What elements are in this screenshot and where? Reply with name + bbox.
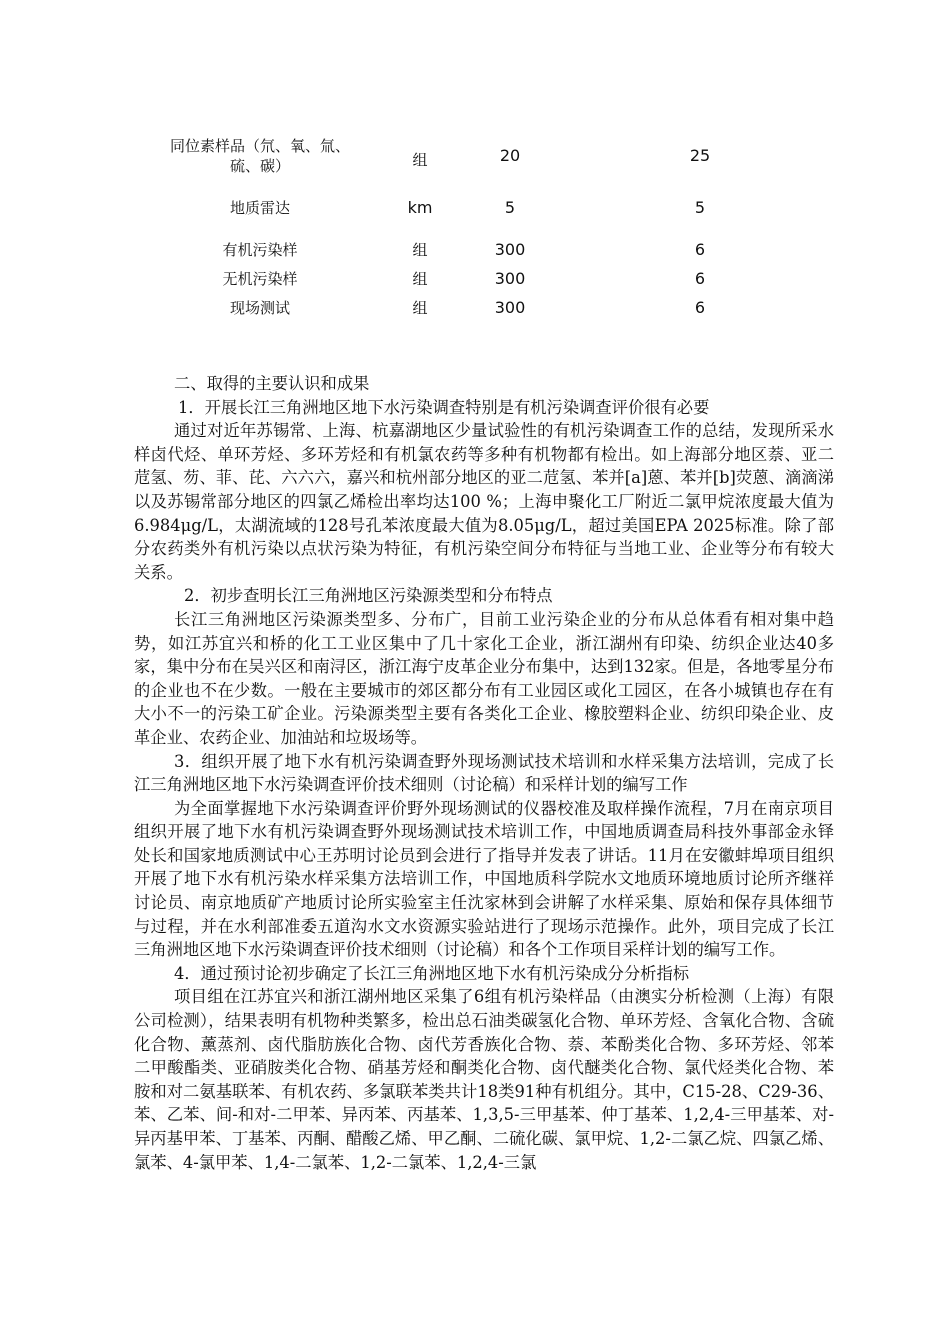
table-cell-value-1: 300 (494, 269, 526, 288)
table-cell-name: 同位素样品（氘、氧、氚、硫、碳） (169, 137, 350, 175)
table-row (0, 265, 950, 293)
section-heading: 二、取得的主要认识和成果 (174, 374, 370, 393)
table-cell-value-2: 6 (694, 240, 706, 259)
table-cell-value-2: 25 (689, 146, 711, 165)
table-row (0, 194, 950, 222)
item-title: 4．通过预讨论初步确定了长江三角洲地区地下水有机污染成分分析指标 (174, 963, 690, 983)
item-title: 3．组织开展了地下水有机污染调查野外现场测试技术培训和水样采集方法培训，完成了长江三角洲地区地下水污染调查评价技术细则（讨论稿）和采样计划的编写工作 (134, 751, 834, 795)
table-cell-name: 有机污染样 (222, 241, 298, 259)
paragraph: 项目组在江苏宜兴和浙江湖州地区采集了6组有机污染样品（由澳实分析检测（上海）有限公司检测），结果表明有机物种类繁多，检出总石油类碳氢化合物、单环芳烃、含氧化合物、含硫化合物、薰蒸剂、卤代脂肪族化合物、卤代芳香族化合物、萘、苯酚类化合物、多环芳烃、邻苯二甲酸酯类、亚硝胺类化合物、硝基芳烃和酮类化合物、卤代醚类化合物、氯代烃类化合物、苯胺和对二氨基联苯、有机农药、多氯联苯类共计18类91种有机组分。其中，C15-28、C29-36、苯、乙苯、间-和对-二甲苯、异丙苯、丙基苯、1,3,5-三甲基苯、仲丁基苯、1,2,4-三甲基苯、对-异丙基甲苯、丁基苯、丙酮、醋酸乙烯、甲乙酮、二硫化碳、氯甲烷、1,2-二氯乙烷、四氯乙烯、氯苯、4-氯甲苯、1,4-二氯苯、1,2-二氯苯、1,2,4-三氯 (134, 987, 834, 1172)
paragraph: 长江三角洲地区污染源类型多、分布广，目前工业污染企业的分布从总体看有相对集中趋势，如江苏宜兴和桥的化工工业区集中了几十家化工企业，浙江湖州有印染、纺织企业达40多家，集中分布在吴兴区和南浔区，浙江海宁皮革企业分布集中，达到132家。但是，各地零星分布的企业也不在少数。一般在主要城市的郊区都分布有工业园区或化工园区，在各小城镇也存在有大小不一的污染工矿企业。污染源类型主要有各类化工企业、橡胶塑料企业、纺织印染企业、皮革企业、农药企业、加油站和垃圾场等。 (134, 609, 834, 747)
table-cell-unit: 组 (412, 151, 428, 169)
table-cell-unit: 组 (412, 270, 428, 288)
table-cell-value-1: 300 (494, 240, 526, 259)
table-cell-value-2: 6 (694, 269, 706, 288)
table-cell-name: 无机污染样 (222, 270, 298, 288)
table-row (0, 236, 950, 264)
paragraph: 为全面掌握地下水污染调查评价野外现场测试的仪器校准及取样操作流程，7月在南京项目组织开展了地下水有机污染调查野外现场测试技术培训工作，中国地质调查局科技外事部金永铎处长和国家地质测试中心王苏明讨论员到会进行了指导并发表了讲话。11月在安徽蚌埠项目组织开展了地下水有机污染水样采集方法培训工作，中国地质科学院水文地质环境地质讨论所齐继祥讨论员、南京地质矿产地质讨论所实验室主任沈家林到会讲解了水样采集、原始和保存具体细节与过程，并在水利部准委五道沟水文水资源实验站进行了现场示范操作。此外，项目完成了长江三角洲地区地下水污染调查评价技术细则（讨论稿）和各个工作项目采样计划的编写工作。 (134, 798, 834, 960)
table-cell-unit: km (407, 198, 433, 217)
item-title: 1．开展长江三角洲地区地下水污染调查特别是有机污染调查评价很有必要 (178, 397, 710, 417)
table-cell-value-1: 5 (504, 198, 516, 217)
table-row (0, 294, 950, 322)
table-row (0, 136, 950, 180)
table-cell-name: 地质雷达 (229, 199, 290, 217)
table-cell-value-2: 6 (694, 298, 706, 317)
paragraph: 通过对近年苏锡常、上海、杭嘉湖地区少量试验性的有机污染调查工作的总结，发现所采水样卤代烃、单环芳烃、多环芳烃和有机氯农药等多种有机物都有检出。如上海部分地区萘、亚二苊氢、芴、菲、芘、六六六，嘉兴和杭州部分地区的亚二苊氢、苯并[a]蒽、苯并[b]荧蒽、滴滴涕以及苏锡常部分地区的四氯乙烯检出率均达100 %；上海申聚化工厂附近二氯甲烷浓度最大值为6.984μg/L，太湖流域的128号孔苯浓度最大值为8.05μg/L，超过美国EPA 2025标准。除了部分农药类外有机污染以点状污染为特征，有机污染空间分布特征与当地工业、企业等分布有较大关系。 (134, 421, 834, 582)
item-title: 2．初步查明长江三角洲地区污染源类型和分布特点 (184, 586, 553, 606)
table-cell-name: 现场测试 (229, 299, 290, 317)
table-cell-unit: 组 (412, 299, 428, 317)
table-cell-unit: 组 (412, 241, 428, 259)
document-body (134, 372, 834, 1174)
table-cell-value-1: 300 (494, 298, 526, 317)
table-cell-value-2: 5 (694, 198, 706, 217)
table-cell-value-1: 20 (499, 146, 521, 165)
